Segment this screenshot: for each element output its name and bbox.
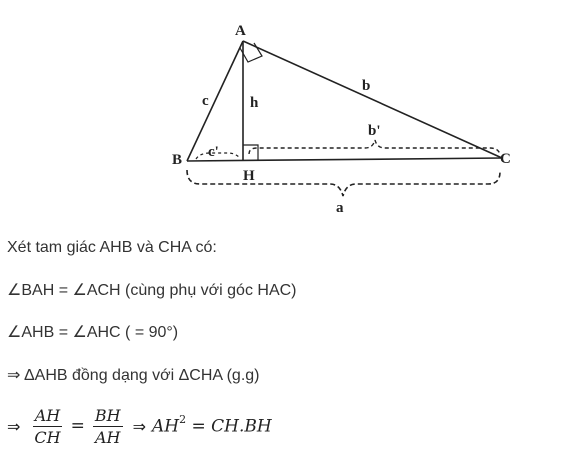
label-foot-h: H — [243, 168, 255, 184]
side-ac — [243, 41, 502, 158]
side-bc — [187, 158, 502, 161]
brace-a — [187, 170, 500, 196]
triangle-figure — [0, 0, 577, 225]
brace-b-prime — [249, 140, 500, 154]
label-vertex-a: A — [235, 23, 246, 39]
text-line-intro: Xét tam giác AHB và CHA có: — [7, 239, 217, 256]
side-ab — [187, 41, 243, 161]
implies-symbol: ⇒ — [132, 416, 146, 436]
fraction-denominator: AH — [94, 427, 121, 447]
equals-sign: = — [70, 416, 85, 436]
label-vertex-b: B — [172, 152, 183, 168]
result-lhs: AH — [151, 416, 180, 437]
fraction-bh-ah — [93, 406, 123, 447]
result-rhs: = CH.BH — [191, 416, 272, 437]
text-line-angle-bah: ∠BAH = ∠ACH (cùng phụ với góc HAC) — [7, 282, 297, 299]
result-exponent: 2 — [179, 413, 187, 427]
implies-symbol: ⇒ — [7, 416, 21, 436]
formula-row — [7, 404, 272, 448]
label-height-h: h — [250, 95, 259, 111]
fraction-denominator: CH — [34, 427, 61, 447]
label-segment-b-prime: b' — [368, 123, 381, 139]
fraction-numerator: BH — [94, 405, 121, 425]
text-line-angle-ahb: ∠AHB = ∠AHC ( = 90°) — [7, 324, 179, 341]
fraction-numerator: AH — [34, 405, 61, 425]
fraction-ah-ch — [32, 406, 62, 447]
label-side-a: a — [336, 200, 344, 216]
label-side-b: b — [362, 78, 371, 94]
label-segment-c-prime: c' — [208, 144, 219, 160]
right-angle-h — [243, 145, 258, 160]
label-vertex-c: C — [500, 151, 511, 167]
result-equation — [152, 415, 272, 437]
triangle-diagram — [0, 0, 577, 225]
text-line-similar: ⇒ ΔAHB đồng dạng với ΔCHA (g.g) — [7, 367, 260, 384]
label-side-c: c — [202, 93, 209, 109]
